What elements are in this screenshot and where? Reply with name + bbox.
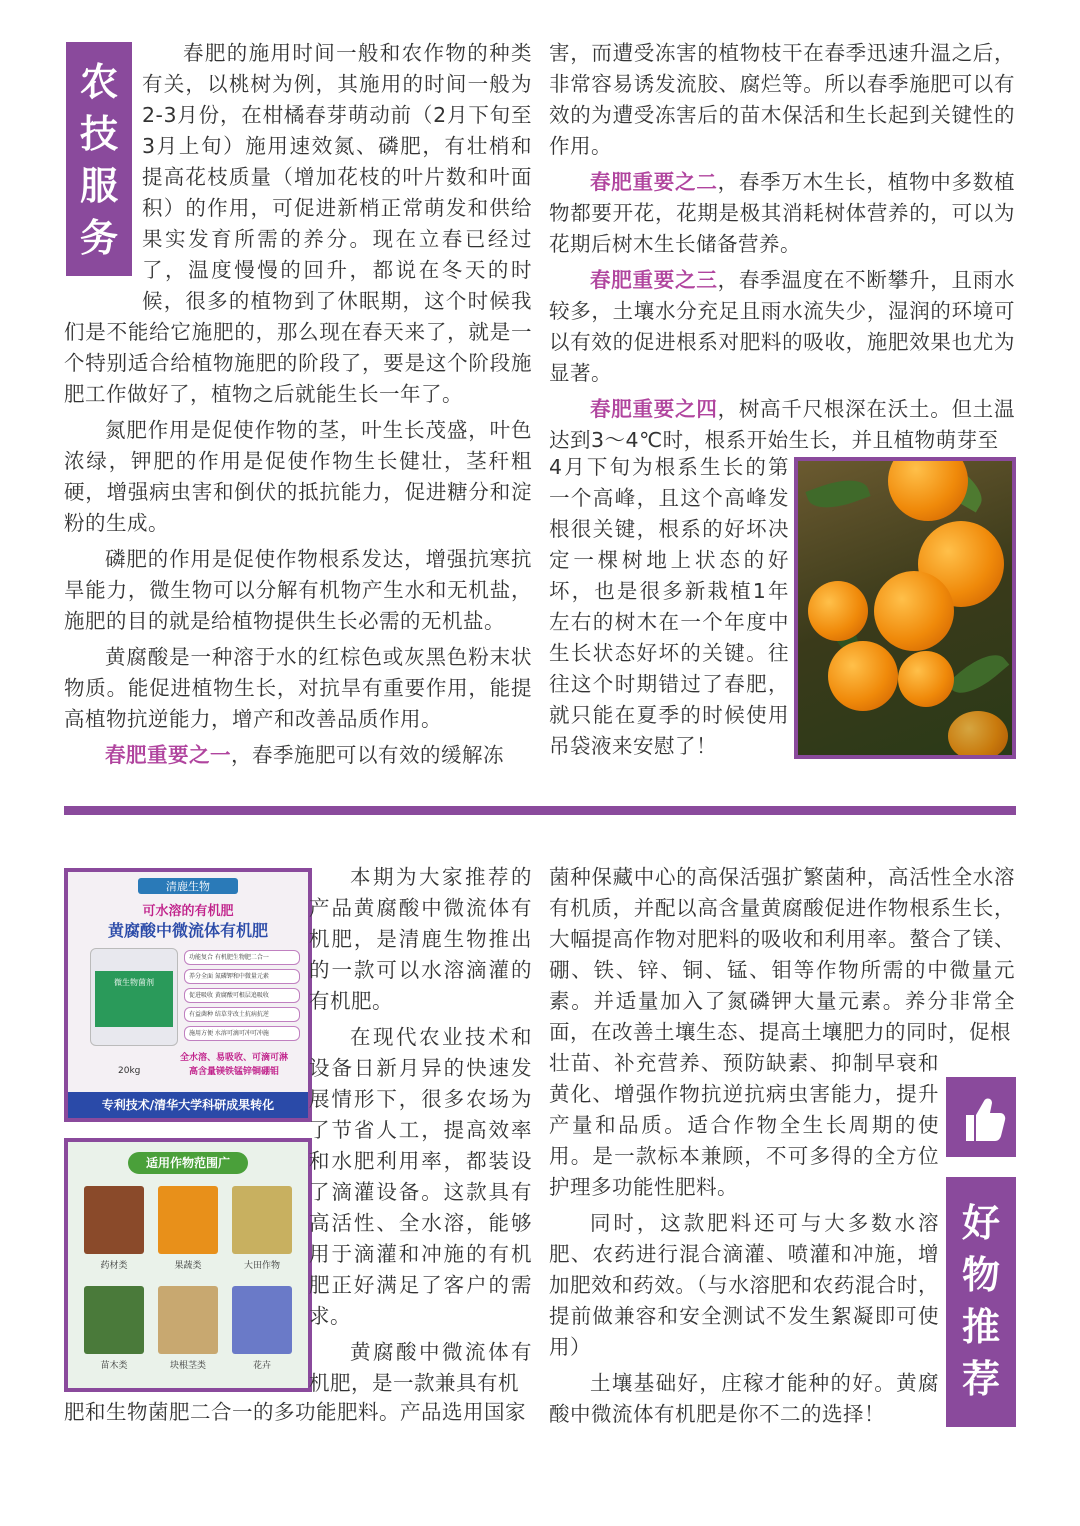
crop-label: 苗木类 xyxy=(100,1361,128,1371)
tag-char: 服 xyxy=(79,164,118,208)
product-bucket xyxy=(90,948,178,1046)
paragraph: 春肥重要之二，春季万木生长，植物中多数植物都要开花，花期是极其消耗树体营养的，可以为花期后树木生长储备营养。 xyxy=(549,170,1016,256)
crop-label: 块根茎类 xyxy=(169,1361,206,1371)
bottom-left-continuation xyxy=(64,1397,534,1433)
paragraph: 菌种保藏中心的高保活强扩繁菌种，高活性全水溶有机质，并配以高含量黄腐酸促进作物根系生长，大幅提高作物对肥料的吸收和利用率。螯合了镁、硼、铁、锌、铜、锰、钼等作物所需的中微量元素。并适量加入了氮磷钾大量元素。养分非常全面，在改善土壤生态、提高土壤肥力的同时，促根 xyxy=(549,865,1015,1044)
paragraph: 同时，这款肥料还可与大多数水溶肥、农药进行混合滴灌、喷灌和冲施，增加肥效和药效。（与水溶肥和农药混合时，提前做兼容和安全测试不发生絮凝即可使用） xyxy=(549,1211,939,1359)
highlight-heading: 春肥重要之三 xyxy=(590,268,718,292)
feature-item: 有益菌种 结草芽改土抗病抗逆 xyxy=(184,1007,300,1022)
crops-image xyxy=(64,1138,312,1392)
crop-thumb xyxy=(158,1186,218,1254)
tag-char: 务 xyxy=(79,216,118,260)
feature-item: 养分全面 氮磷钾和中微量元素 xyxy=(184,969,300,984)
orange-tree-photo xyxy=(794,457,1016,759)
tag-char: 好 xyxy=(961,1201,1000,1245)
paragraph: 害，而遭受冻害的植物枝干在春季迅速升温之后，非常容易诱发流胶、腐烂等。所以春季施肥可以有效的为遭受冻害后的苗木保活和生长起到关键性的作用。 xyxy=(549,41,1015,158)
section-divider xyxy=(64,806,1016,815)
crop-label: 大田作物 xyxy=(243,1261,280,1271)
highlight-heading: 春肥重要之二 xyxy=(590,170,718,194)
paragraph: 春肥重要之一，春季施肥可以有效的缓解冻 xyxy=(105,743,504,767)
tag-char: 技 xyxy=(79,112,118,156)
crops-title: 适用作物范围广 xyxy=(128,1152,248,1174)
paragraph: 黄腐酸是一种溶于水的红棕色或灰黑色粉末状物质。能促进植物生长，对抗旱有重要作用，能提高植物抗逆能力，增产和改善品质作用。 xyxy=(64,645,532,731)
paragraph: 磷肥的作用是促使作物根系发达，增强抗寒抗旱能力，微生物可以分解有机物产生水和无机盐，施肥的目的就是给植物提供生长必需的无机盐。 xyxy=(64,547,532,633)
crop-thumb xyxy=(84,1286,144,1354)
crop-thumb xyxy=(84,1186,144,1254)
feature-item: 功能复合 有机肥生物肥二合一 xyxy=(184,950,300,965)
tag-char: 农 xyxy=(79,60,118,104)
top-right-column xyxy=(549,38,1015,456)
product-title: 黄腐酸中微流体有机肥 xyxy=(107,921,268,940)
crop-label: 果蔬类 xyxy=(174,1261,202,1271)
paragraph: 春肥重要之四，树高千尺根深在沃土。但土温达到3～4℃时，根系开始生长，并且植物萌芽至 xyxy=(549,397,1016,452)
bottom-right-column-wrap xyxy=(549,1048,939,1435)
product-footer: 专利技术/清华大学科研成果转化 xyxy=(68,1092,308,1118)
paragraph: 春肥的施用时间一般和农作物的种类有关，以桃树为例，其施用的时间一般为2-3月份，在柑橘春芽萌动前（2月下旬至3月上旬）施用速效氮、磷肥，有壮梢和提高花枝质量（增加花枝的叶片数和叶面积）的作用，可促进新梢正常萌发和供给果实发育所需的养分。现在立春已经过了，温度慢慢的回升，都说在冬天的时候，很多的植物到了休眠期，这个时候我们是不能给它施肥的，那么现在春天来了，就是一个特别适合给植物施肥的阶段了，要是这个阶段施肥工作做好了，植物之后就能生长一年了。 xyxy=(64,41,532,406)
highlight-heading: 春肥重要之四 xyxy=(590,397,718,421)
paragraph: 肥和生物菌肥二合一的多功能肥料。产品选用国家 xyxy=(64,1400,526,1424)
tag-char: 物 xyxy=(961,1253,1000,1297)
crop-thumb xyxy=(158,1286,218,1354)
crop-label: 花卉 xyxy=(252,1361,271,1371)
thumbs-up-icon xyxy=(946,1077,1016,1157)
feature-item: 促进吸收 黄腐酸可根层追吸收 xyxy=(184,988,300,1003)
tag-char: 推 xyxy=(961,1305,1000,1349)
tag-char: 荐 xyxy=(961,1357,1000,1401)
crop-thumb xyxy=(232,1186,292,1254)
section-tag-product-recommend xyxy=(946,1177,1016,1427)
paragraph: 黄腐酸中微流体有机肥，是一款兼具有机 xyxy=(309,1340,532,1395)
bucket-label: 微生物菌剂 xyxy=(114,978,154,987)
product-brand: 清鹿生物 xyxy=(138,878,238,894)
paragraph: 氮肥作用是促使作物的茎，叶生长茂盛，叶色浓绿，钾肥的作用是促使作物生长健壮，茎秆粗硬，增强病虫害和倒伏的抵抗能力，促进糖分和淀粉的生成。 xyxy=(64,418,532,535)
product-features xyxy=(184,950,300,1045)
highlight-heading: 春肥重要之一 xyxy=(105,743,231,767)
top-right-column-wrap xyxy=(549,452,789,767)
paragraph: 在现代农业技术和设备日新月异的快速发展情形下，很多农场为了节省人工，提高效率和水肥利用率，都装设了滴灌设备。这款具有高活性、全水溶，能够用于滴灌和冲施的有机肥正好满足了客户的需求。 xyxy=(309,1025,532,1328)
feature-item: 施用方便 水溶可滴可冲可冲施 xyxy=(184,1026,300,1041)
product-slogan-1: 全水溶、易吸收、可滴可淋 xyxy=(179,1053,288,1063)
paragraph: 土壤基础好，庄稼才能种的好。黄腐酸中微流体有机肥是你不二的选择！ xyxy=(549,1371,939,1426)
top-left-column xyxy=(64,38,532,776)
paragraph: 4月下旬为根系生长的第一个高峰，且这个高峰发根很关键，根系的好坏决定一棵树地上状态的好坏，也是很多新栽植1年左右的树木在一个年度中生长状态好坏的关键。往往这个时期错过了春肥，就只能在夏季的时候使用吊袋液来安慰了！ xyxy=(549,455,789,758)
bottom-middle-column xyxy=(309,862,532,1404)
paragraph: 本期为大家推荐的产品黄腐酸中微流体有机肥，是清鹿生物推出的一款可以水溶滴灌的有机肥。 xyxy=(309,865,532,1013)
crop-thumb xyxy=(232,1286,292,1354)
paragraph: 春肥重要之三，春季温度在不断攀升，且雨水较多，土壤水分充足且雨水流失少，湿润的环境可以有效的促进根系对肥料的吸收，施肥效果也尤为显著。 xyxy=(549,268,1016,385)
crop-label: 药材类 xyxy=(100,1261,128,1271)
product-image xyxy=(64,868,312,1122)
bottom-right-column xyxy=(549,862,1015,1048)
product-headline: 可水溶的有机肥 xyxy=(142,904,234,919)
paragraph: 壮苗、补充营养、预防缺素、抑制早衰和黄化、增强作物抗逆抗病虫害能力，提升产量和品质。适合作物全生长周期的使用。是一款标本兼顾，不可多得的全方位护理多功能性肥料。 xyxy=(549,1051,939,1199)
product-slogan-2: 高含量镁铁锰锌铜硼钼 xyxy=(188,1067,279,1077)
product-weight: 20kg xyxy=(118,1066,141,1076)
